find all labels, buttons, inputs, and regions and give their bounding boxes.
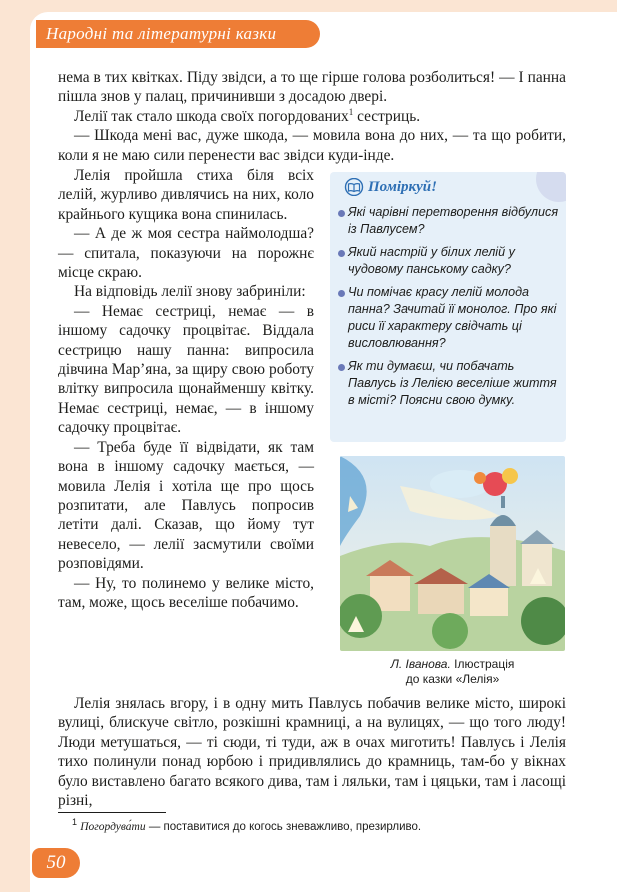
bullet-icon bbox=[338, 364, 345, 371]
paragraph: — Шкода мені вас, дуже шкода, — мовила вона до них, — та що робити, коли я не маю сили перенести вас звідси куди-інде. bbox=[58, 127, 566, 164]
illustration-caption bbox=[340, 657, 565, 687]
illustration-drawing bbox=[340, 456, 565, 651]
page-number: 50 bbox=[32, 848, 80, 878]
footnote-text: — поставитися до когось зневажливо, презирливо. bbox=[148, 821, 422, 833]
paragraph: — А де ж моя сестра наймолодша? — спитала, показуючи на порожнє місце скраю. bbox=[58, 225, 314, 282]
question-list bbox=[338, 204, 560, 415]
think-box bbox=[330, 172, 566, 442]
question-item bbox=[338, 284, 560, 352]
top-text bbox=[58, 68, 566, 165]
book-icon bbox=[344, 178, 364, 196]
paragraph: — Ну, то полинемо у велике місто, там, може, щось веселіше побачимо. bbox=[58, 574, 314, 611]
footnote bbox=[72, 817, 562, 834]
paragraph: Лелія пройшла стиха біля всіх лелій, журливо дивлячись на них, коло крайнього кущика вона спинилась. bbox=[58, 167, 314, 223]
bullet-icon bbox=[338, 290, 345, 297]
question-item bbox=[338, 358, 560, 409]
paragraph: — Немає сестриці, немає — в іншому садочку процвітає. Віддала сестрицю нашу панна: випросила дівчина Мар’яна, за щиру свою роботу влітку випросила щонайменшу квітку. Немає сестриці, немає, — в іншому садочку процвітає. bbox=[58, 302, 314, 437]
section-header bbox=[36, 20, 320, 48]
bullet-icon bbox=[338, 250, 345, 257]
question-text: Чи помічає красу лелій молода панна? Зачитай її монолог. Про які риси її характеру свідчать ці висловлювання? bbox=[348, 285, 557, 350]
story-illustration bbox=[340, 456, 565, 651]
question-item bbox=[338, 244, 560, 278]
footnote-marker[interactable]: 1 bbox=[348, 106, 354, 117]
footnote-number: 1 bbox=[72, 817, 78, 828]
section-title: Народні та літературні казки bbox=[46, 24, 277, 43]
left-column-text bbox=[58, 166, 314, 612]
paragraph: На відповідь лелії знову забриніли: bbox=[74, 283, 306, 301]
caption-text: Ілюстрація bbox=[454, 657, 515, 671]
bottom-text bbox=[58, 694, 566, 810]
paragraph bbox=[58, 107, 566, 126]
caption-line-1 bbox=[340, 657, 565, 672]
question-item bbox=[338, 204, 560, 238]
paragraph-text: сестриць. bbox=[357, 107, 421, 125]
think-box-title-text: Поміркуй! bbox=[368, 178, 437, 195]
think-box-title bbox=[344, 178, 437, 196]
footnote-divider bbox=[58, 812, 166, 813]
footnote-term: Погордува́ти bbox=[80, 821, 146, 833]
paragraph-text: Лелії так стало шкода своїх погордованих bbox=[74, 107, 349, 125]
question-text: Який настрій у білих лелій у чудовому панському садку? bbox=[348, 245, 515, 276]
caption-line-2: до казки «Лелія» bbox=[405, 672, 500, 686]
caption-author: Л. Іванова. bbox=[390, 657, 451, 671]
think-box-corner bbox=[536, 172, 566, 202]
bullet-icon bbox=[338, 210, 345, 217]
paragraph: Лелія знялась вгору, і в одну мить Павлусь побачив велике місто, широкі вулиці, блискуче світло, розкішні крамниці, а на вулицях, — що того люду! Люди метушаться, — ті сюди, ті туди, аж в очах миготить! Павлусь і Лелія тихо полинули понад юрбою і придивлялись до крамниць, там-бо у вікнах було виставлено багато всякого дива, там і ляльки, там і цяцьки, там і ласощі різні, bbox=[58, 695, 566, 810]
question-text: Які чарівні перетворення відбулися із Павлусем? bbox=[348, 205, 559, 236]
paragraph: нема в тих квітках. Піду звідси, а то ще гірше голова розболиться! — І панна пішла знов у палац, причинивши з досадою двері. bbox=[58, 69, 566, 106]
paragraph: — Треба буде її відвідати, як там вона в іншому садочку мається, — мовила Лелія і хотіла ще про щось розпитати, але Павлусь попросив летіти далі. Сказав, що йому тут невесело, — лелії засмутили своїми розповідями. bbox=[58, 438, 314, 573]
question-text: Як ти думаєш, чи побачать Павлусь із Лелією веселіше життя в місті? Поясни свою думку. bbox=[348, 359, 557, 407]
